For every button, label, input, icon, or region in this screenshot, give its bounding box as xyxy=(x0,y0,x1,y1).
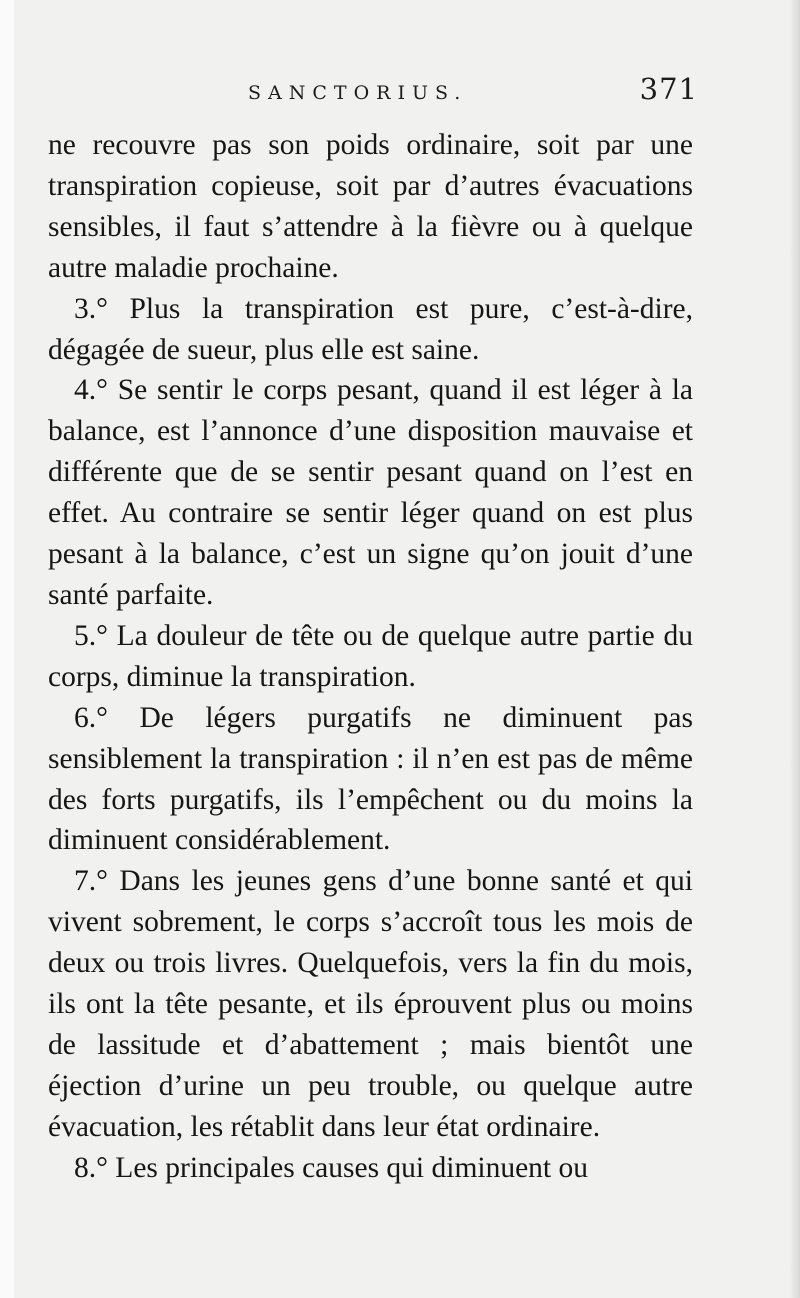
paragraph-4: 4.° Se sentir le corps pesant, quand il est léger à la balance, est l’annonce d’une disposition mauvaise et différente que de se sentir pesant quand on l’est en effet. Au contraire se sentir léger quand on est plus pesant à la balance, c’est un signe qu’on jouit d’une santé parfaite. xyxy=(48,374,693,611)
paragraph-3: 3.° Plus la transpiration est pure, c’est-à-dire, dégagée de sueur, plus elle est saine. xyxy=(48,292,693,366)
paragraph-6: 6.° De légers purgatifs ne diminuent pas sensiblement la transpiration : il n’en est pas de même des forts purgatifs, ils l’empêchent ou du moins la diminuent considérablement. xyxy=(48,701,693,857)
running-title: SANCTORIUS. xyxy=(248,82,468,104)
paragraph-5: 5.° La douleur de tête ou de quelque autre partie du corps, diminue la transpiration. xyxy=(48,619,693,693)
paragraph-continued: ne recouvre pas son poids ordinaire, soit par une transpiration copieuse, soit par d’autres évacuations sensibles, il faut s’attendre à la fièvre ou à quelque autre maladie prochaine. xyxy=(48,129,693,284)
running-head xyxy=(48,72,698,112)
body-text xyxy=(48,125,693,1189)
paragraph-7: 7.° Dans les jeunes gens d’une bonne santé et qui vivent sobrement, le corps s’accroît tous les mois de deux ou trois livres. Quelquefois, vers la fin du mois, ils ont la tête pesante, et ils éprouvent plus ou moins de lassitude et d’abattement ; mais bientôt une éjection d’urine un peu trouble, ou quelque autre évacuation, les rétablit dans leur état ordinaire. xyxy=(48,865,693,1143)
page-number: 371 xyxy=(639,72,698,106)
paragraph-8: 8.° Les principales causes qui diminuent ou xyxy=(74,1151,589,1184)
